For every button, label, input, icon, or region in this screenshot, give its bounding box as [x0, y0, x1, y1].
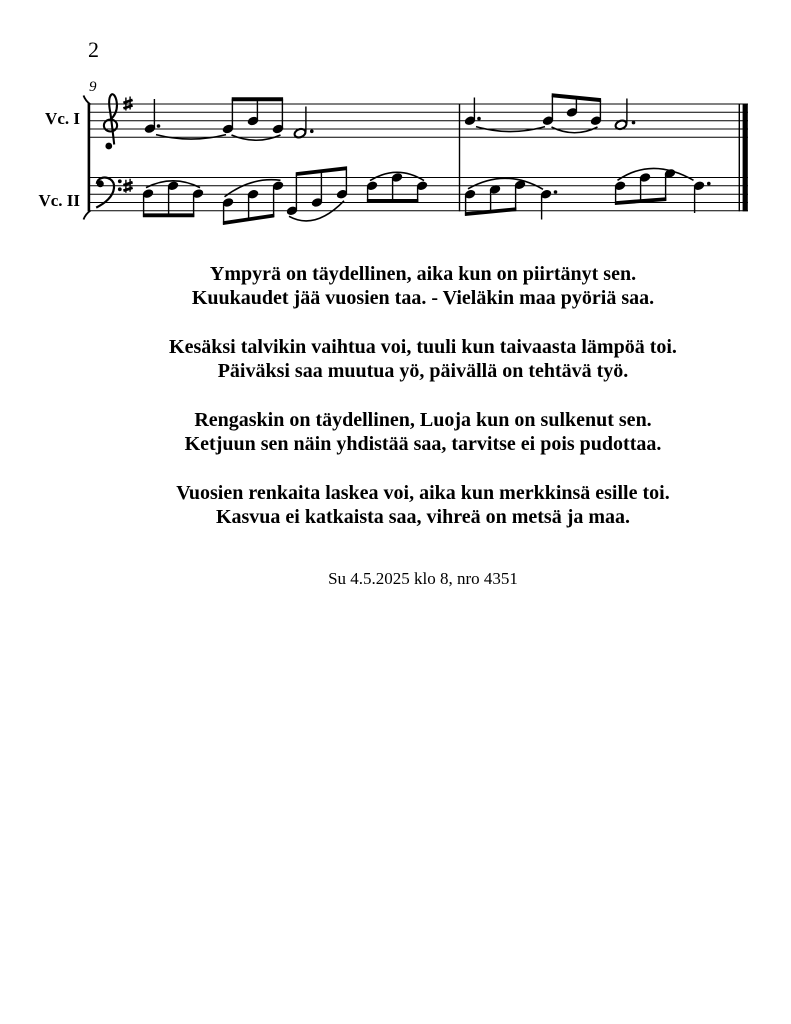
treble-clef-icon: [104, 94, 117, 149]
staff-label-vc2: Vc. II: [38, 191, 80, 210]
lyric-line: Rengaskin on täydellinen, Luoja kun on sulkenut sen.: [194, 409, 652, 431]
staff-lines-vc1: [89, 104, 748, 137]
measure-number: 9: [89, 79, 97, 95]
lyric-stanza-2: [55, 336, 791, 383]
page-number: 2: [88, 37, 99, 62]
lyric-line: Kuukaudet jää vuosien taa. - Vieläkin maa pyöriä saa.: [191, 286, 655, 309]
bass-clef-icon: [96, 178, 122, 208]
measure-barline: [459, 104, 460, 212]
lyric-line: Ketjuun sen näin yhdistää saa, tarvitse ei pois pudottaa.: [184, 432, 662, 455]
lyric-line: Ympyrä on täydellinen, aika kun on piirtänyt sen.: [209, 263, 637, 285]
lyrics-block: [55, 263, 791, 555]
vc1-notes: [144, 93, 636, 140]
final-barline: [739, 104, 748, 212]
lyric-line: Kasvua ei katkaista saa, vihreä on metsä ja maa.: [215, 505, 631, 528]
vc2-notes: [142, 166, 711, 225]
staff-label-vc1: Vc. I: [45, 109, 80, 128]
lyric-stanza-4: [55, 482, 791, 529]
music-system: [0, 0, 791, 250]
lyric-stanza-1: [55, 263, 791, 310]
system-bracket: [84, 96, 91, 220]
lyric-stanza-3: [55, 409, 791, 456]
lyric-line: Kesäksi talvikin vaihtua voi, tuuli kun taivaasta lämpöä toi.: [169, 336, 677, 358]
footer-note: Su 4.5.2025 klo 8, nro 4351: [328, 569, 518, 588]
lyric-line: Vuosien renkaita laskea voi, aika kun merkkinsä esille toi.: [176, 482, 670, 504]
lyric-line: Päiväksi saa muutua yö, päivällä on tehtävä työ.: [217, 359, 629, 382]
